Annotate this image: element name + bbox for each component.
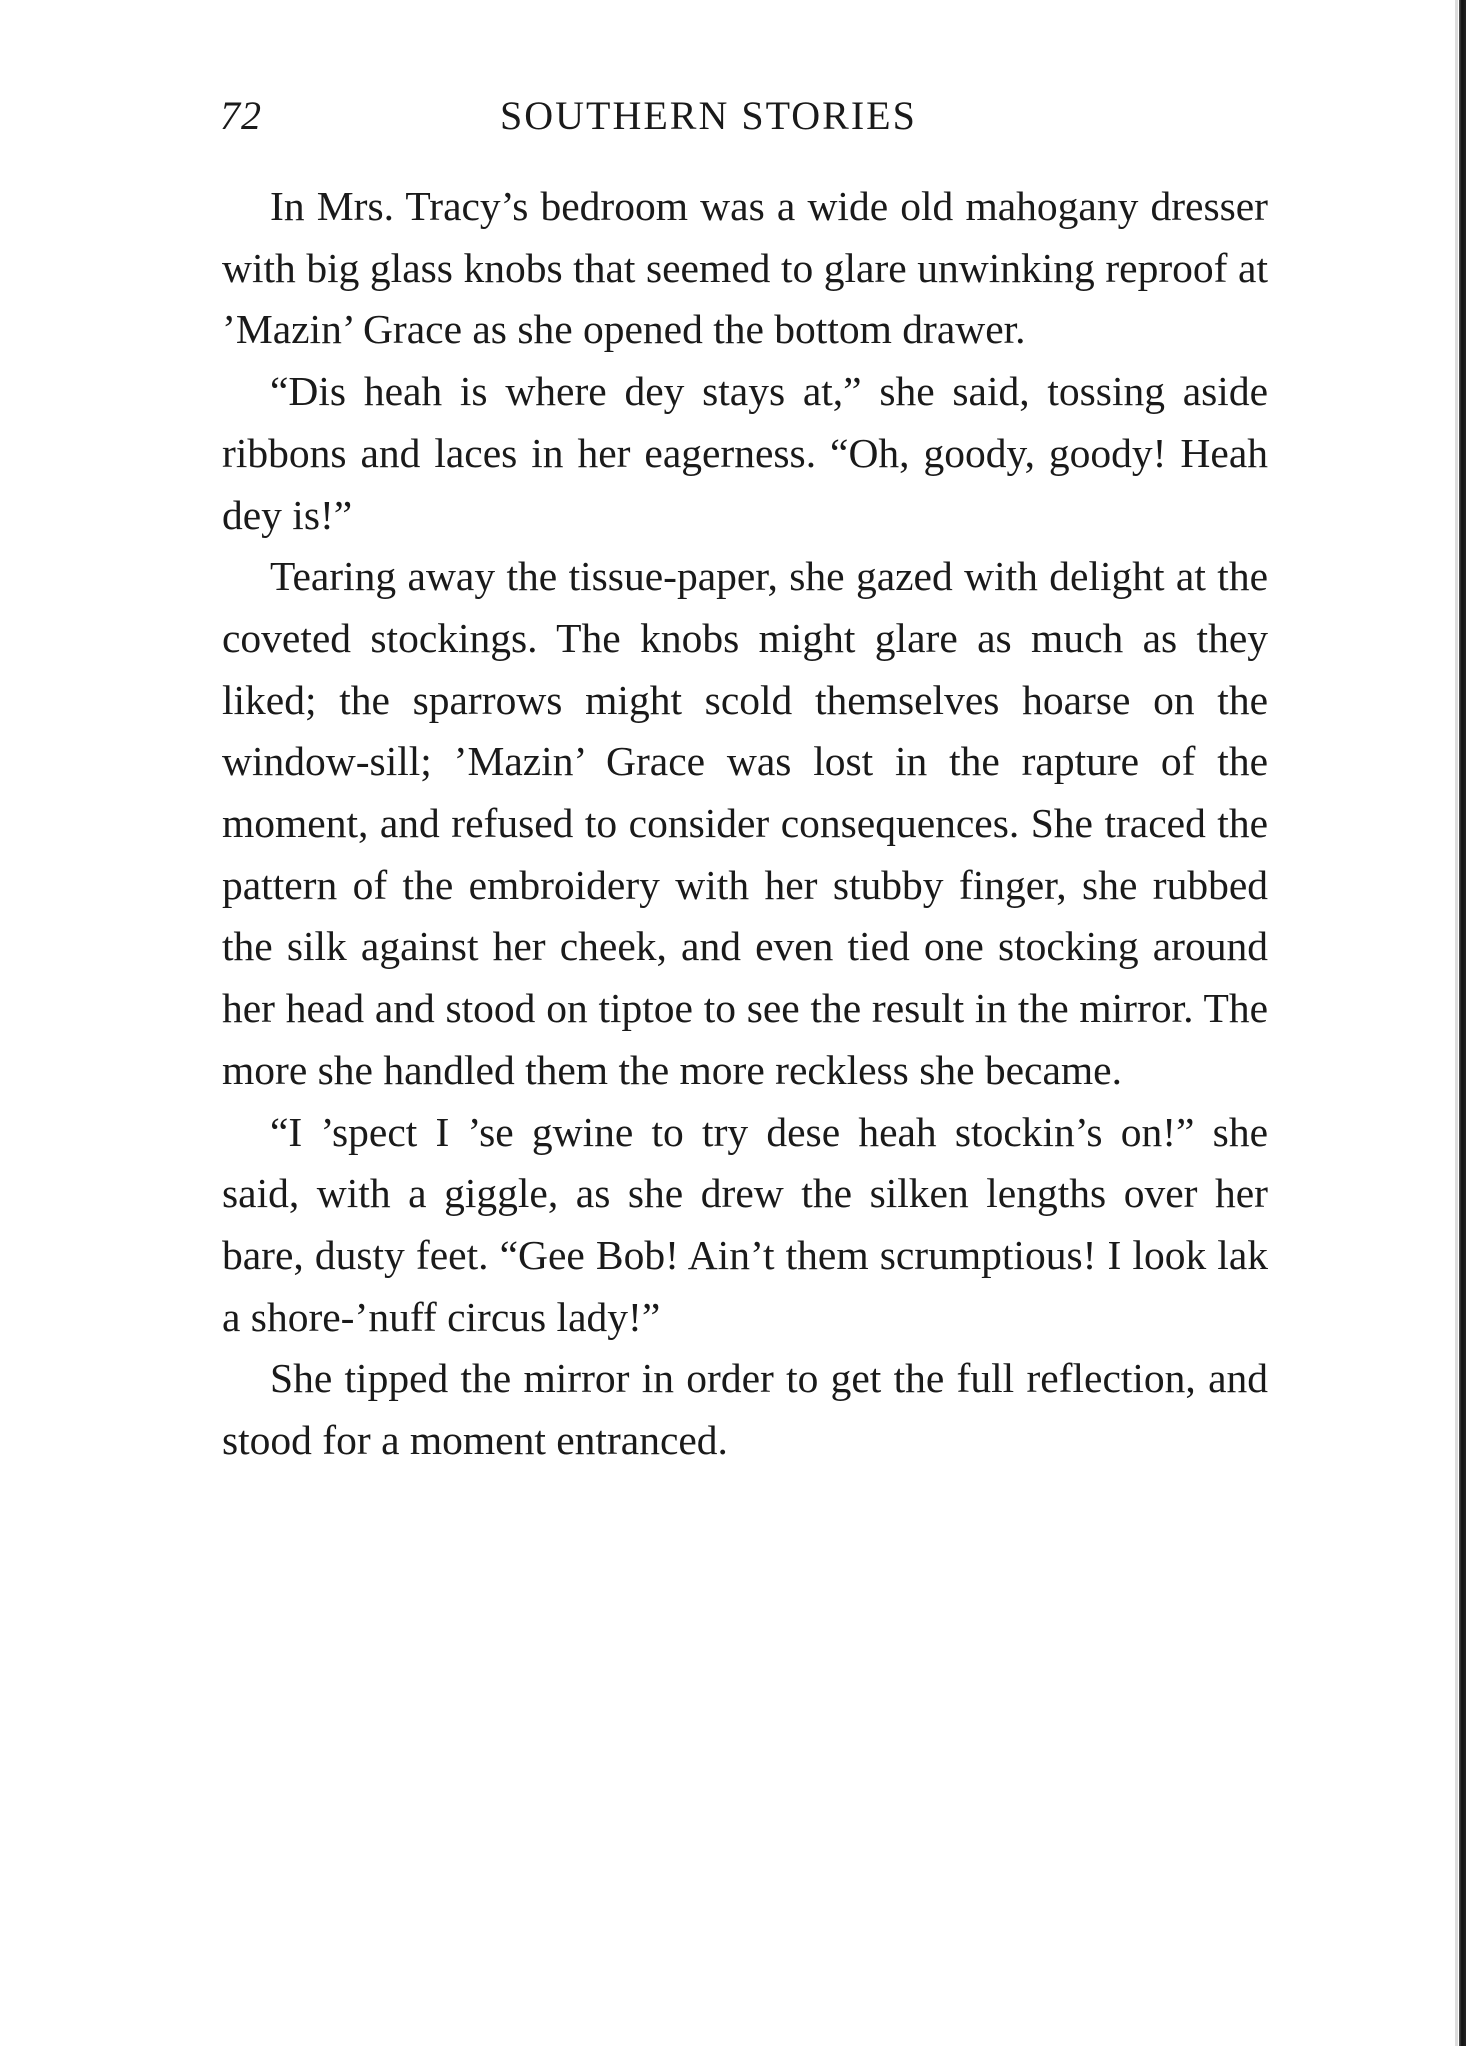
binding-shadow xyxy=(1455,0,1458,2046)
binding-edge xyxy=(1459,0,1466,2046)
paragraph-2: “Dis heah is where dey stays at,” she said, tossing aside ribbons and laces in her eagerness. “Oh, goody, goody! Heah dey is!” xyxy=(222,368,1268,538)
paragraph-1: In Mrs. Tracy’s bedroom was a wide old mahogany dresser with big glass knobs that seemed to glare unwinking reproof at ’Mazin’ Grace as she opened the bottom drawer. xyxy=(222,183,1268,353)
body-text xyxy=(222,176,1268,1472)
running-head: SOUTHERN STORIES xyxy=(500,93,917,138)
paragraph-5: She tipped the mirror in order to get the full reflection, and stood for a moment entranced. xyxy=(222,1355,1268,1464)
paragraph-4: “I ’spect I ’se gwine to try dese heah stockin’s on!” she said, with a giggle, as she drew the silken lengths over her bare, dusty feet. “Gee Bob! Ain’t them scrumptious! I look lak a shore-’nuff circus lady!” xyxy=(222,1108,1268,1340)
paragraph-3: Tearing away the tissue-paper, she gazed with delight at the coveted stockings. The knobs might glare as much as they liked; the sparrows might scold themselves hoarse on the window-sill; ’Mazin’ Grace was lost in the rapture of the moment, and refused to consider consequences. She traced the pattern of the embroidery with her stubby finger, she rubbed the silk against her cheek, and even tied one stocking around her head and stood on tiptoe to see the result in the mirror. The more she handled them the more reckless she became. xyxy=(222,553,1268,1093)
page-number: 72 xyxy=(220,93,262,138)
page-header xyxy=(220,92,1270,152)
